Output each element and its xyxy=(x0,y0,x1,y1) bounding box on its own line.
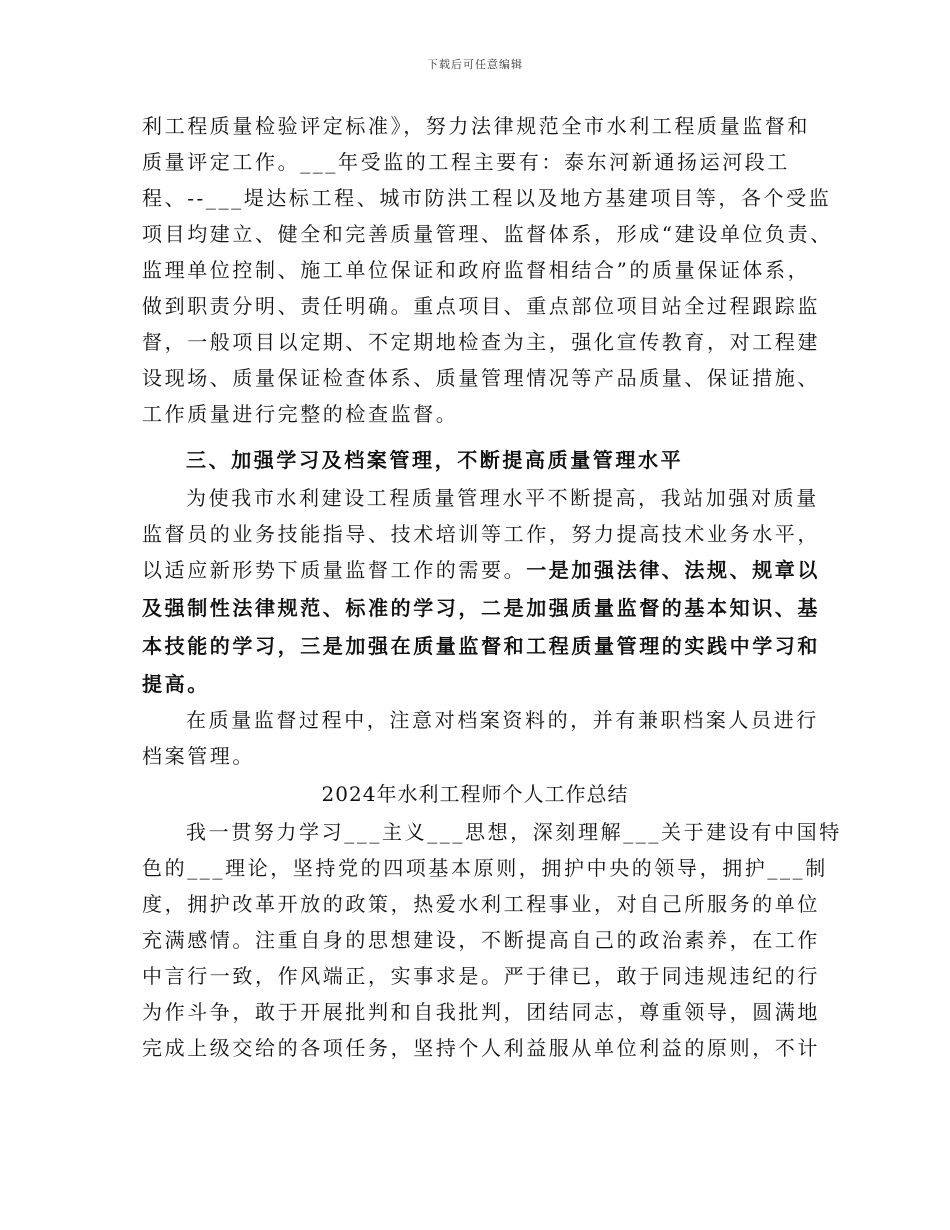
page-header: 下载后可任意编辑 xyxy=(427,58,523,71)
text-line: 为使我市水利建设工程质量管理水平不断提高，我站加强对质量 xyxy=(186,486,819,510)
text-line: 程、--___堤达标工程、城市防洪工程以及地方基建项目等，各个受监 xyxy=(142,186,832,210)
bold-segment: 一是加强法律、法规、规章以 xyxy=(526,558,821,582)
section-heading: 三、加强学习及档案管理，不断提高质量管理水平 xyxy=(186,448,684,472)
text-line: 工作质量进行完整的检查监督。 xyxy=(142,402,459,426)
bold-line: 提高。 xyxy=(142,672,210,696)
text-line: 完成上级交给的各项任务，坚持个人利益服从单位利益的原则，不计 xyxy=(142,1036,820,1060)
text-line: 中言行一致，作风端正，实事求是。严于律已，敢于同违规违纪的行 xyxy=(142,964,820,988)
text-line: 质量评定工作。___年受监的工程主要有：泰东河新通扬运河段工 xyxy=(142,150,790,174)
text-line: 在质量监督过程中，注意对档案资料的，并有兼职档案人员进行 xyxy=(186,708,819,732)
text-line: 做到职责分明、责任明确。重点项目、重点部位项目站全过程跟踪监 xyxy=(142,294,820,318)
text-line: 度，拥护改革开放的政策，热爱水利工程事业，对自己所服务的单位 xyxy=(142,892,820,916)
text-line: 我一贯努力学习___主义___思想，深刻理解___关于建设有中国特 xyxy=(186,820,842,844)
text-line: 督，一般项目以定期、不定期地检查为主，强化宣传教育，对工程建 xyxy=(142,330,820,354)
text-line: 为作斗争，敢于开展批判和自我批判，团结同志，尊重领导，圆满地 xyxy=(142,1000,820,1024)
text-line: 色的___理论，坚持党的四项基本原则，拥护中央的领导，拥护___制 xyxy=(142,856,828,880)
text-line: 充满感情。注重自身的思想建设，不断提高自己的政治素养，在工作 xyxy=(142,928,820,952)
text-line: 档案管理。 xyxy=(142,744,255,768)
bold-line: 及强制性法律规范、标准的学习，二是加强质量监督的基本知识、基 xyxy=(142,596,820,620)
text-line: 项目均建立、健全和完善质量管理、监督体系，形成“建设单位负责、 xyxy=(142,222,833,246)
text-segment: 以适应新形势下质量监督工作的需要。 xyxy=(142,558,527,582)
bold-line: 本技能的学习，三是加强在质量监督和工程质量管理的实践中学习和 xyxy=(142,634,820,658)
text-line: 监理单位控制、施工单位保证和政府监督相结合”的质量保证体系， xyxy=(142,258,811,282)
text-line: 监督员的业务技能指导、技术培训等工作，努力提高技术业务水平， xyxy=(142,522,820,546)
text-line: 设现场、质量保证检查体系、质量管理情况等产品质量、保证措施、 xyxy=(142,366,820,390)
document-title: 2024年水利工程师个人工作总结 xyxy=(321,782,629,806)
text-line xyxy=(142,560,820,580)
text-line: 利工程质量检验评定标准》，努力法律规范全市水利工程质量监督和 xyxy=(142,114,810,138)
